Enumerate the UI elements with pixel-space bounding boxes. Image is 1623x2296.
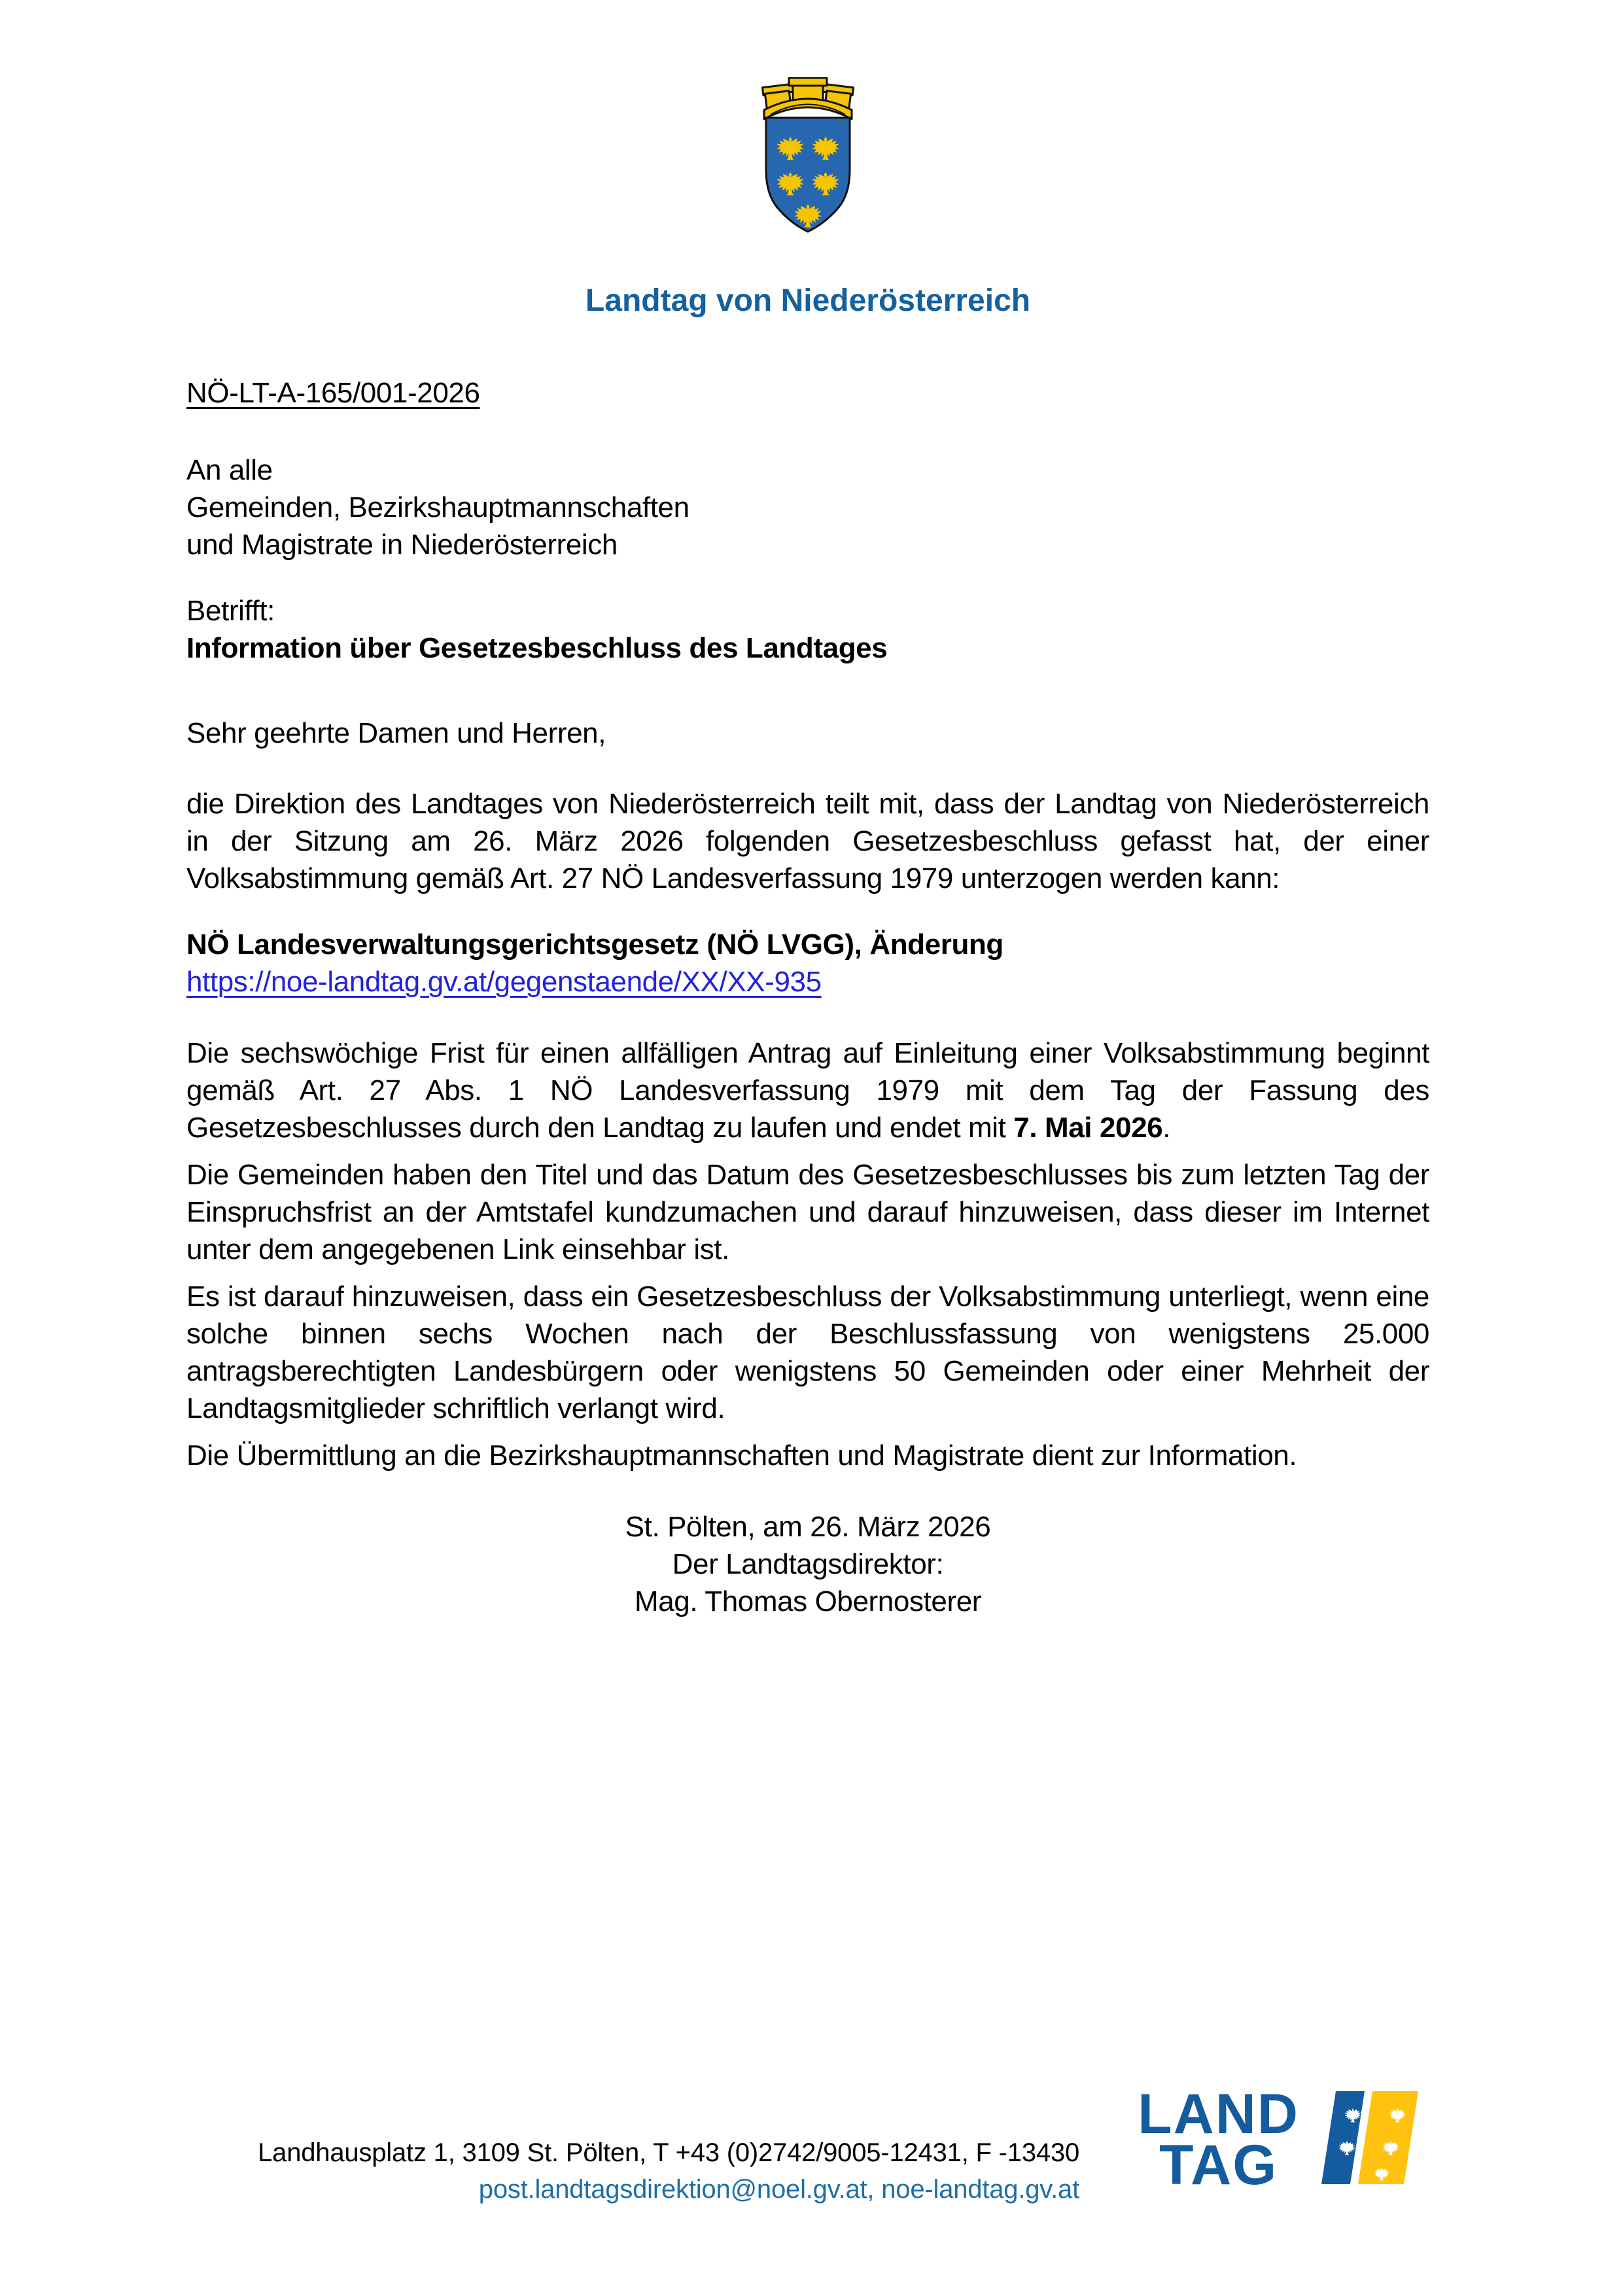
addressee-block [186, 451, 1429, 563]
salutation: Sehr geehrte Damen und Herren, [186, 717, 606, 749]
paragraph-2-text: Die sechswöchige Frist für einen allfälligen Antrag auf Einleitung einer Volksabstimmung beginnt gemäß Art. 27 Abs. 1 NÖ Landesverfassung 1979 mit dem Tag der Fassung des Gesetzesbeschlusses durch den Landtag zu laufen und endet mit [186, 1037, 1429, 1144]
footer-email-link[interactable]: post.landtagsdirektion@noel.gv.at, noe-landtag.gv.at [478, 2175, 1079, 2204]
deadline-date: 7. Mai 2026 [1013, 1112, 1163, 1144]
landtag-logo-wordmark [1138, 2083, 1299, 2197]
law-link[interactable]: https://noe-landtag.gv.at/gegenstaende/XX/XX-935 [186, 966, 822, 998]
paragraph-2-period: . [1162, 1112, 1171, 1144]
header-emblem-wrap [186, 0, 1429, 243]
landtag-logo [1138, 2083, 1423, 2197]
addressee-line: An alle [186, 454, 273, 486]
footer-contact-block [258, 2134, 1079, 2208]
body-paragraph-3: Die Gemeinden haben den Titel und das Datum des Gesetzesbeschlusses bis zum letzten Tag der Einspruchsfrist an der Amtstafel kundzumachen und darauf hinzuweisen, dass dieser im Internet unter dem angegebenen Link einsehbar ist. [186, 1159, 1429, 1265]
landtag-logo-mark-icon [1319, 2089, 1423, 2187]
law-title: NÖ Landesverwaltungsgerichtsgesetz (NÖ LVGG), Änderung [186, 928, 1003, 961]
subject-label: Betrifft: [186, 595, 275, 627]
addressee-line: Gemeinden, Bezirkshauptmannschaften [186, 491, 689, 523]
closing-role: Der Landtagsdirektor: [672, 1548, 944, 1580]
body-paragraph-1: die Direktion des Landtages von Niederösterreich teilt mit, dass der Landtag von Niederösterreich in der Sitzung am 26. März 2026 folgenden Gesetzesbeschluss gefasst hat, der einer Volksabstimmung gemäß Art. 27 NÖ Landesverfassung 1979 unterzogen werden kann: [186, 788, 1429, 894]
logo-word-tag: TAG [1159, 2134, 1278, 2197]
body-paragraph-5: Die Übermittlung an die Bezirkshauptmannschaften und Magistrate dient zur Information. [186, 1439, 1297, 1472]
closing-block [186, 1508, 1429, 1620]
body-paragraph-4: Es ist darauf hinzuweisen, dass ein Gesetzesbeschluss der Volksabstimmung unterliegt, wenn eine solche binnen sechs Wochen nach der Beschlussfassung von wenigstens 25.000 antragsberechtigten Landesbürgern oder wenigstens 50 Gemeinden oder einer Mehrheit der Landtagsmitglieder schriftlich verlangt wird. [186, 1280, 1429, 1424]
footer-address: Landhausplatz 1, 3109 St. Pölten, T +43 (0)2742/9005-12431, F -13430 [258, 2138, 1079, 2167]
reference-number: NÖ-LT-A-165/001-2026 [186, 377, 480, 409]
subject-block [186, 592, 1429, 667]
coat-of-arms-icon [760, 77, 856, 234]
law-block [186, 926, 1429, 1000]
closing-place-date: St. Pölten, am 26. März 2026 [625, 1511, 991, 1543]
closing-signer-name: Mag. Thomas Obernosterer [634, 1585, 982, 1617]
subject-text: Information über Gesetzesbeschluss des Landtages [186, 632, 888, 664]
page-title: Landtag von Niederösterreich [585, 283, 1031, 318]
body-paragraph-2 [186, 1034, 1429, 1146]
addressee-line: und Magistrate in Niederösterreich [186, 529, 618, 561]
logo-word-land: LAND [1138, 2083, 1299, 2146]
